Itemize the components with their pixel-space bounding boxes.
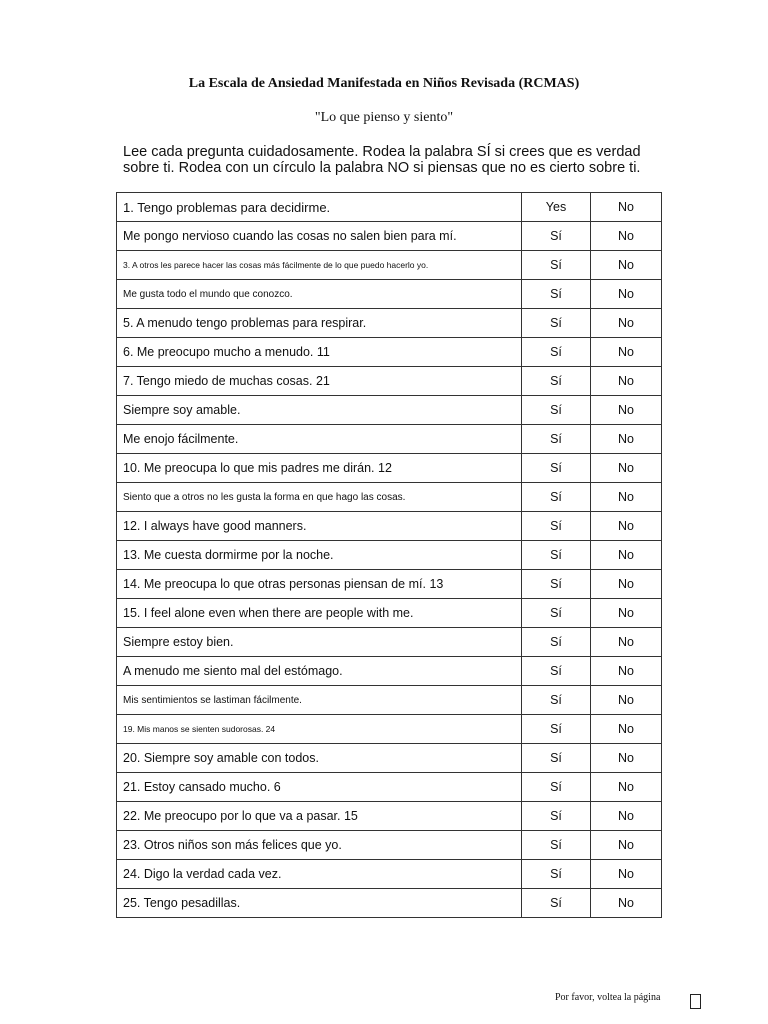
answer-no[interactable]: No [591,860,662,889]
answer-no[interactable]: No [591,454,662,483]
question-text: 1. Tengo problemas para decidirme. [117,193,522,222]
answer-yes[interactable]: Sí [522,570,591,599]
question-text: 10. Me preocupa lo que mis padres me dirán. 12 [117,454,522,483]
table-row [117,628,662,657]
answer-no[interactable]: No [591,889,662,918]
table-row [117,367,662,396]
instructions: Lee cada pregunta cuidadosamente. Rodea la palabra SÍ si crees que es verdad sobre ti. Rodea con un círculo la palabra NO si piensas que no es cierto sobre ti. [123,144,641,176]
question-text: 20. Siempre soy amable con todos. [117,744,522,773]
table-row [117,715,662,744]
questionnaire-table [116,192,662,918]
answer-no[interactable]: No [591,222,662,251]
answer-yes[interactable]: Sí [522,773,591,802]
page-subtitle: "Lo que pienso y siento" [314,110,454,125]
answer-no[interactable]: No [591,425,662,454]
answer-yes[interactable]: Sí [522,280,591,309]
table-row [117,860,662,889]
question-text: 7. Tengo miedo de muchas cosas. 21 [117,367,522,396]
answer-yes[interactable]: Sí [522,802,591,831]
question-text: 3. A otros les parece hacer las cosas más fácilmente de lo que puedo hacerlo yo. [117,251,522,280]
footer-note: Por favor, voltea la página [555,992,661,1003]
question-text: 23. Otros niños son más felices que yo. [117,831,522,860]
answer-no[interactable]: No [591,570,662,599]
answer-no[interactable]: No [591,396,662,425]
question-text: Siento que a otros no les gusta la forma en que hago las cosas. [117,483,522,512]
answer-yes[interactable]: Sí [522,715,591,744]
answer-yes[interactable]: Sí [522,367,591,396]
question-text: Siempre soy amable. [117,396,522,425]
table-row [117,454,662,483]
answer-no[interactable]: No [591,802,662,831]
answer-yes[interactable]: Sí [522,599,591,628]
empty-box-icon [690,994,701,1009]
question-text: 13. Me cuesta dormirme por la noche. [117,541,522,570]
answer-no[interactable]: No [591,773,662,802]
answer-yes[interactable]: Sí [522,831,591,860]
answer-no[interactable]: No [591,512,662,541]
table-row [117,744,662,773]
answer-no[interactable]: No [591,338,662,367]
table-row [117,309,662,338]
question-text: Siempre estoy bien. [117,628,522,657]
question-text: 12. I always have good manners. [117,512,522,541]
question-text: 22. Me preocupo por lo que va a pasar. 15 [117,802,522,831]
answer-yes[interactable]: Sí [522,454,591,483]
table-row [117,773,662,802]
question-text: A menudo me siento mal del estómago. [117,657,522,686]
question-text: Me gusta todo el mundo que conozco. [117,280,522,309]
table-row [117,889,662,918]
question-text: 5. A menudo tengo problemas para respirar. [117,309,522,338]
answer-yes[interactable]: Sí [522,860,591,889]
table-row [117,425,662,454]
table-row [117,802,662,831]
question-text: 14. Me preocupa lo que otras personas piensan de mí. 13 [117,570,522,599]
table-row [117,599,662,628]
table-row [117,570,662,599]
question-text: Me enojo fácilmente. [117,425,522,454]
answer-yes[interactable]: Sí [522,541,591,570]
table-row [117,251,662,280]
question-text: 21. Estoy cansado mucho. 6 [117,773,522,802]
question-text: Mis sentimientos se lastiman fácilmente. [117,686,522,715]
table-row [117,483,662,512]
answer-no[interactable]: No [591,657,662,686]
table-row [117,541,662,570]
question-text: 6. Me preocupo mucho a menudo. 11 [117,338,522,367]
answer-yes[interactable]: Sí [522,628,591,657]
answer-yes[interactable]: Sí [522,512,591,541]
answer-no[interactable]: No [591,541,662,570]
table-row [117,222,662,251]
question-text: 15. I feel alone even when there are people with me. [117,599,522,628]
answer-no[interactable]: No [591,309,662,338]
answer-yes[interactable]: Sí [522,889,591,918]
answer-no[interactable]: No [591,280,662,309]
table-row [117,338,662,367]
table-row [117,657,662,686]
answer-no[interactable]: No [591,744,662,773]
answer-no[interactable]: No [591,831,662,860]
answer-yes[interactable]: Sí [522,338,591,367]
question-text: 19. Mis manos se sienten sudorosas. 24 [117,715,522,744]
answer-no[interactable]: No [591,715,662,744]
table-row [117,396,662,425]
answer-yes[interactable]: Sí [522,425,591,454]
answer-no[interactable]: No [591,251,662,280]
answer-yes[interactable]: Sí [522,222,591,251]
answer-yes[interactable]: Yes [522,193,591,222]
table-row [117,280,662,309]
answer-no[interactable]: No [591,628,662,657]
table-row [117,193,662,222]
table-row [117,686,662,715]
answer-yes[interactable]: Sí [522,309,591,338]
answer-no[interactable]: No [591,483,662,512]
answer-yes[interactable]: Sí [522,657,591,686]
answer-yes[interactable]: Sí [522,686,591,715]
answer-no[interactable]: No [591,367,662,396]
table-row [117,512,662,541]
answer-yes[interactable]: Sí [522,396,591,425]
page-title: La Escala de Ansiedad Manifestada en Niños Revisada (RCMAS) [188,76,580,91]
answer-yes[interactable]: Sí [522,251,591,280]
answer-no[interactable]: No [591,686,662,715]
answer-yes[interactable]: Sí [522,483,591,512]
question-text: Me pongo nervioso cuando las cosas no salen bien para mí. [117,222,522,251]
answer-no[interactable]: No [591,193,662,222]
question-text: 24. Digo la verdad cada vez. [117,860,522,889]
answer-yes[interactable]: Sí [522,744,591,773]
question-text: 25. Tengo pesadillas. [117,889,522,918]
answer-no[interactable]: No [591,599,662,628]
table-row [117,831,662,860]
